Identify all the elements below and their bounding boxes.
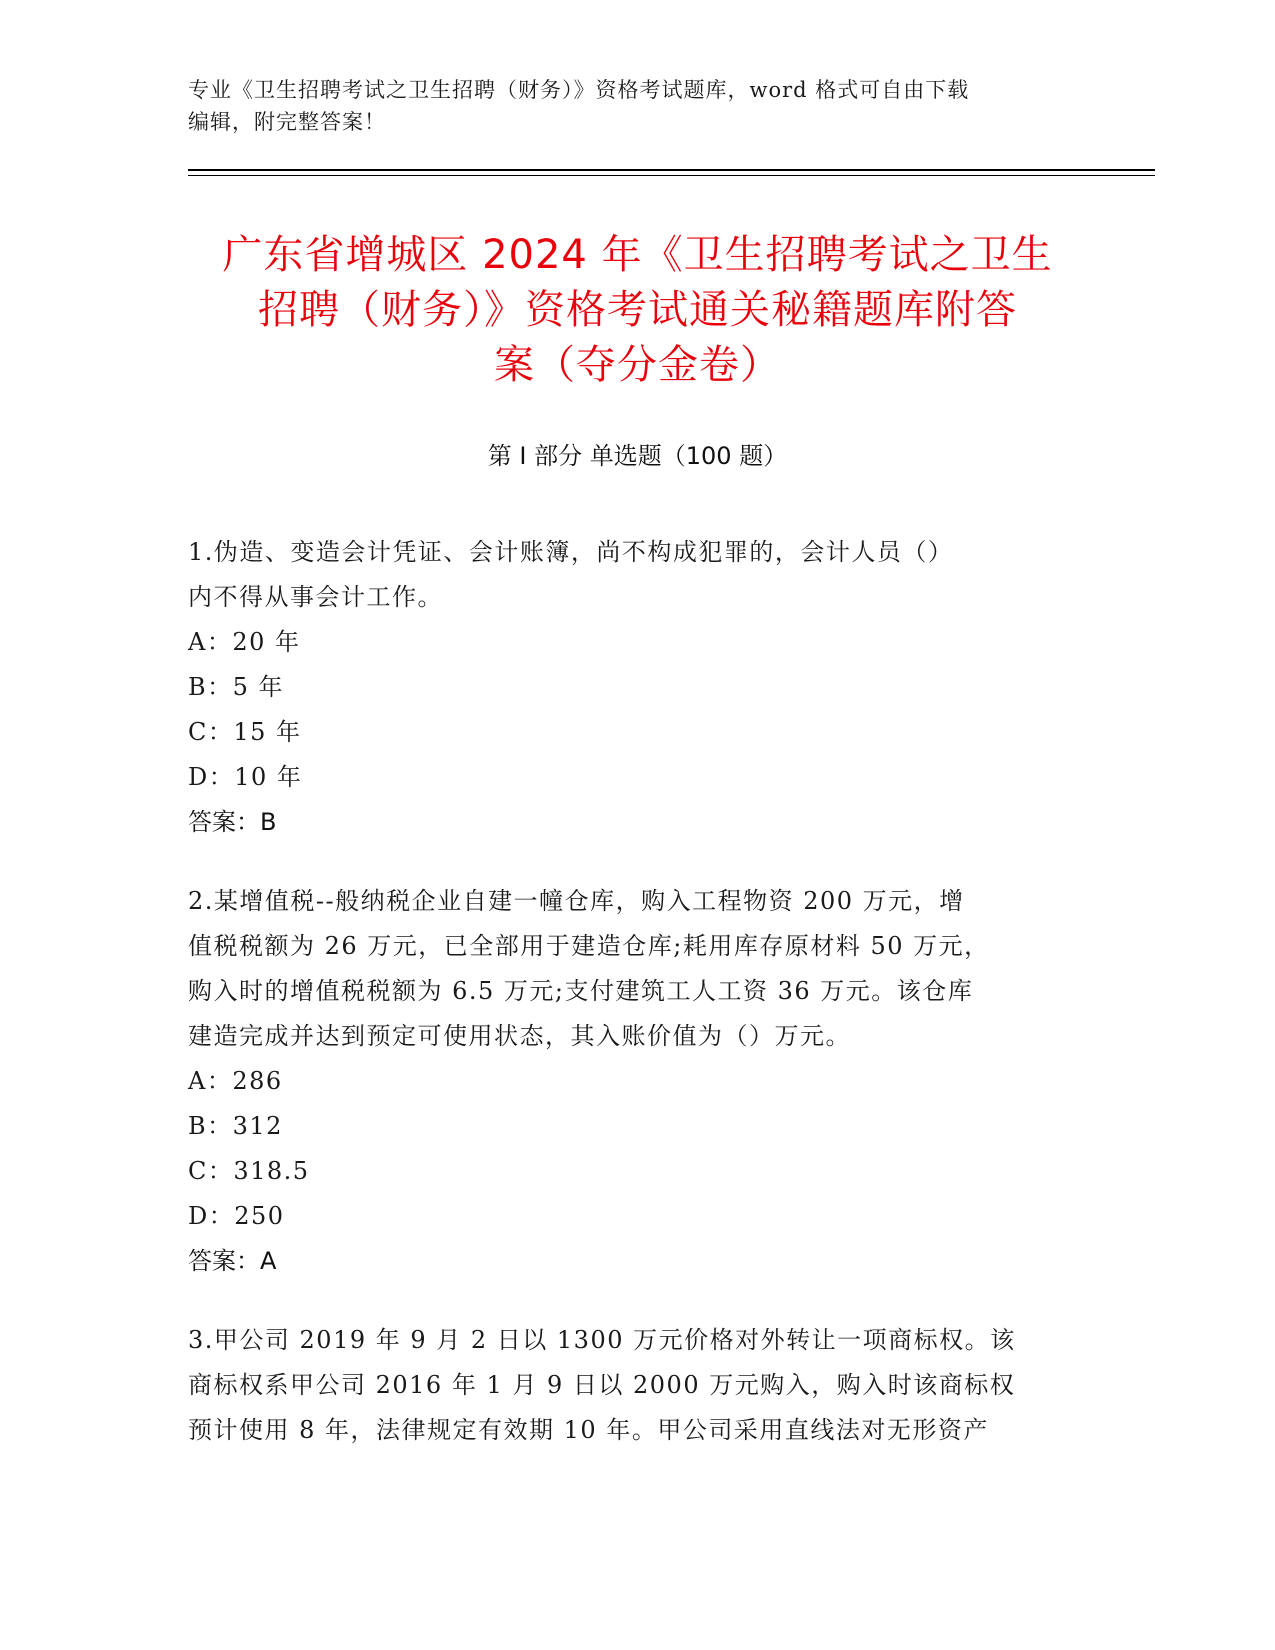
answer-label: 答案：A xyxy=(188,1247,277,1275)
option-d: D：250 xyxy=(188,1202,285,1230)
document-title-line-2: 招聘（财务）》资格考试通关秘籍题库附答 xyxy=(258,287,1017,333)
document-title xyxy=(150,228,1125,393)
answer-label: 答案：B xyxy=(188,808,277,836)
question-3 xyxy=(188,1318,1078,1453)
option-c: C：15 年 xyxy=(188,718,302,746)
document-title-line-3: 案（夺分金卷） xyxy=(494,342,781,388)
question-stem-line: 购入时的增值税税额为 6.5 万元;支付建筑工人工资 36 万元。该仓库 xyxy=(188,977,974,1005)
question-stem-line: 值税税额为 26 万元，已全部用于建造仓库;耗用库存原材料 50 万元， xyxy=(188,932,990,960)
question-stem-line: 3.甲公司 2019 年 9 月 2 日以 1300 万元价格对外转让一项商标权。该 xyxy=(188,1326,1016,1354)
question-stem-line: 建造完成并达到预定可使用状态，其入账价值为（）万元。 xyxy=(188,1022,851,1050)
question-stem-line: 1.伪造、变造会计凭证、会计账簿，尚不构成犯罪的，会计人员（） xyxy=(188,538,954,566)
header-divider-thin xyxy=(188,175,1155,176)
question-stem-line: 预计使用 8 年，法律规定有效期 10 年。甲公司采用直线法对无形资产 xyxy=(188,1416,989,1444)
header-note xyxy=(188,74,1088,138)
question-1 xyxy=(188,530,1078,845)
option-b: B：312 xyxy=(188,1112,283,1140)
question-list xyxy=(188,530,1078,1487)
question-2 xyxy=(188,879,1078,1284)
option-c: C：318.5 xyxy=(188,1157,310,1185)
header-divider-thick xyxy=(188,169,1155,171)
section-title: 第 I 部分 单选题（100 题） xyxy=(487,442,788,470)
question-stem-line: 商标权系甲公司 2016 年 1 月 9 日以 2000 万元购入，购入时该商标权 xyxy=(188,1371,1016,1399)
header-note-line-2: 编辑，附完整答案！ xyxy=(188,110,386,134)
option-b: B：5 年 xyxy=(188,673,285,701)
option-d: D：10 年 xyxy=(188,763,303,791)
question-stem-line: 2.某增值税--般纳税企业自建一幢仓库，购入工程物资 200 万元，增 xyxy=(188,887,965,915)
option-a: A：20 年 xyxy=(188,628,301,656)
option-a: A：286 xyxy=(188,1067,283,1095)
document-title-line-1: 广东省增城区 2024 年《卫生招聘考试之卫生 xyxy=(222,232,1053,278)
question-stem-line: 内不得从事会计工作。 xyxy=(188,583,443,611)
header-note-line-1: 专业《卫生招聘考试之卫生招聘（财务）》资格考试题库，word 格式可自由下载 xyxy=(188,78,970,102)
